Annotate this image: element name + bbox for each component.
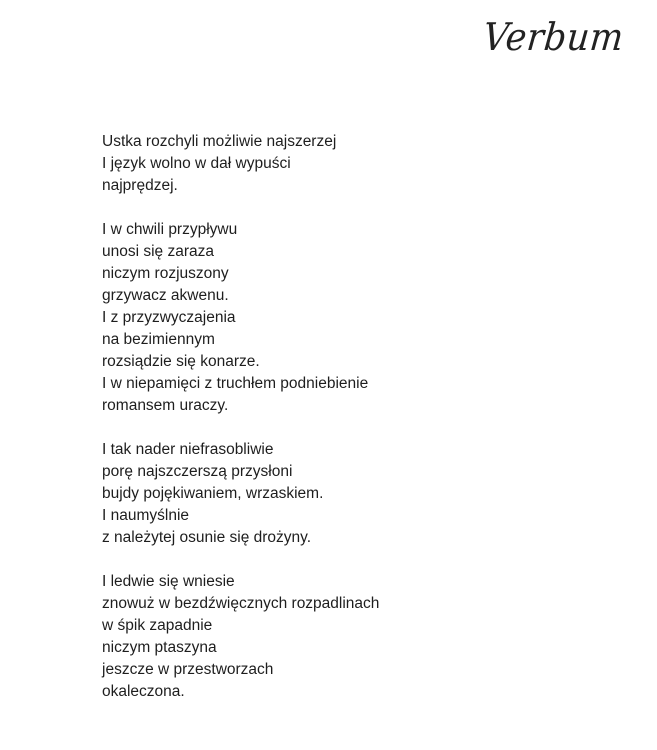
poem-line: na bezimiennym: [102, 331, 215, 348]
poem-line: I ledwie się wniesie: [102, 573, 235, 590]
poem-line: grzywacz akwenu.: [102, 287, 229, 304]
poem-line: niczym rozjuszony: [102, 265, 229, 282]
poem-line: I z przyzwyczajenia: [102, 309, 236, 326]
stanza-1: [102, 131, 622, 197]
stanza-4: [102, 571, 622, 703]
stanza-2: [102, 219, 622, 417]
poem-line: bujdy pojękiwaniem, wrzaskiem.: [102, 485, 324, 502]
poem-line: I tak nader niefrasobliwie: [102, 441, 274, 458]
poem-line: I język wolno w dał wypuści: [102, 155, 291, 172]
poem-line: I w chwili przypływu: [102, 221, 238, 238]
poem-line: I naumyślnie: [102, 507, 190, 524]
poem-line: I w niepamięci z truchłem podniebienie: [102, 375, 369, 392]
poem-line: unosi się zaraza: [102, 243, 215, 260]
poem-line: najprędzej.: [102, 177, 178, 194]
poem-title: Verbum: [480, 15, 626, 59]
poem-line: w śpik zapadnie: [102, 617, 213, 634]
stanza-3: [102, 439, 622, 549]
poem-line: z należytej osunie się drożyny.: [102, 529, 312, 546]
poem-line: znowuż w bezdźwięcznych rozpadlinach: [102, 595, 380, 612]
poem-line: Ustka rozchyli możliwie najszerzej: [102, 133, 337, 150]
poem-line: niczym ptaszyna: [102, 639, 217, 656]
poem-line: jeszcze w przestworzach: [102, 661, 274, 678]
poem-body: [102, 131, 622, 725]
poem-line: romansem uraczy.: [102, 397, 229, 414]
poem-line: okaleczona.: [102, 683, 185, 700]
poem-line: porę najszczerszą przysłoni: [102, 463, 293, 480]
poem-line: rozsiądzie się konarze.: [102, 353, 260, 370]
